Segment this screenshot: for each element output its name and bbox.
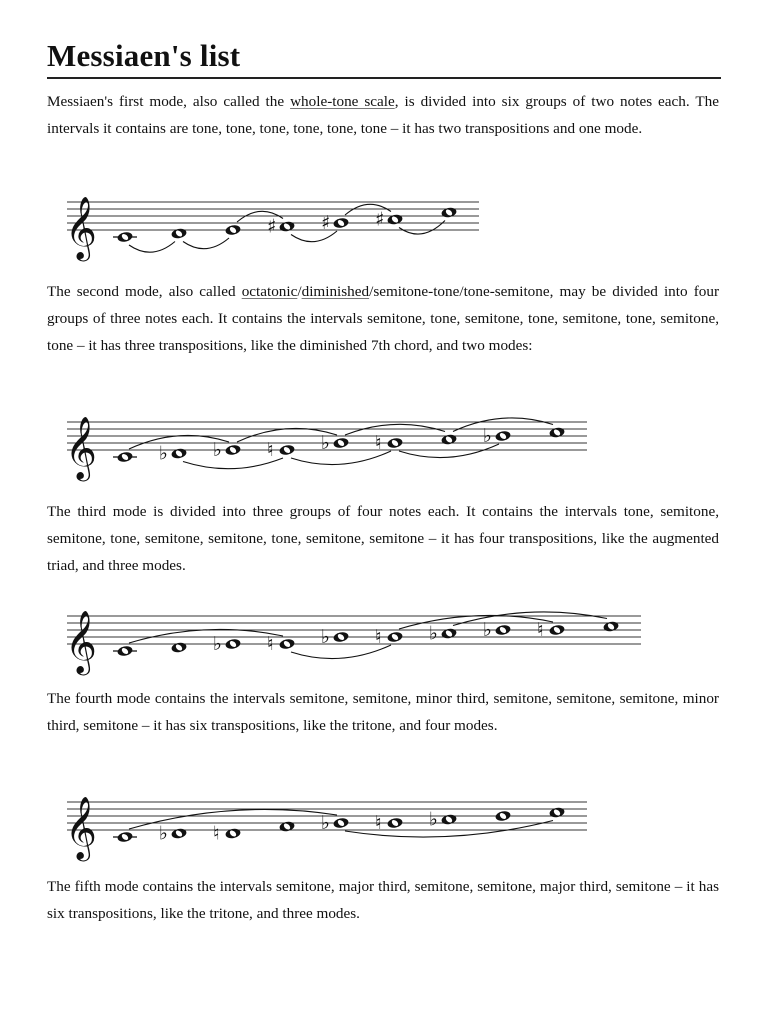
whole-note-icon — [171, 227, 188, 239]
flat-icon: ♭ — [213, 439, 222, 461]
slur — [345, 424, 445, 435]
paragraph-text: The third mode is divided into three groups of four notes each. It contains the intervals tone, semitone, semitone, tone, semitone, semitone, tone, semitone, semitone – it has four transpositions, like the augmented triad, and three modes. — [47, 503, 719, 574]
slur — [129, 629, 283, 643]
whole-note-icon — [333, 437, 350, 449]
whole-note-icon — [279, 638, 296, 650]
page-title: Messiaen's list — [47, 38, 241, 73]
natural-icon: ♮ — [267, 439, 274, 461]
whole-note-icon — [171, 827, 188, 839]
whole-note-icon — [117, 451, 134, 463]
natural-icon: ♮ — [375, 626, 382, 648]
whole-note-icon — [549, 426, 566, 438]
whole-note-icon — [387, 817, 404, 829]
whole-note-icon — [225, 827, 242, 839]
natural-icon: ♮ — [375, 812, 382, 834]
whole-note-icon — [495, 430, 512, 442]
whole-note-icon — [495, 810, 512, 822]
whole-note-icon — [549, 806, 566, 818]
whole-note-icon — [279, 444, 296, 456]
flat-icon: ♭ — [321, 432, 330, 454]
treble-clef-icon: 𝄞 — [65, 416, 97, 479]
flat-icon: ♭ — [321, 812, 330, 834]
whole-note-icon — [117, 645, 134, 657]
flat-icon: ♭ — [321, 626, 330, 648]
paragraph-text: / — [297, 283, 302, 300]
link-octatonic[interactable]: octatonic — [241, 283, 298, 300]
whole-note-icon — [225, 638, 242, 650]
whole-note-icon — [441, 433, 458, 445]
natural-icon: ♮ — [537, 619, 544, 641]
natural-icon: ♮ — [375, 432, 382, 454]
slur — [399, 615, 553, 629]
whole-note-icon — [387, 213, 404, 225]
sharp-icon: ♯ — [321, 212, 331, 234]
whole-note-icon — [225, 444, 242, 456]
whole-note-icon — [279, 820, 296, 832]
whole-note-icon — [441, 627, 458, 639]
whole-note-icon — [441, 813, 458, 825]
whole-note-icon — [117, 831, 134, 843]
link-diminished[interactable]: diminished — [301, 283, 370, 300]
paragraph-mode-1 — [47, 88, 719, 142]
flat-icon: ♭ — [483, 619, 492, 641]
whole-note-icon — [333, 217, 350, 229]
paragraph-text: The fourth mode contains the intervals semitone, semitone, minor third, semitone, semitone, semitone, minor third, semitone – it has six transpositions, like the tritone, and four modes. — [47, 690, 719, 734]
paragraph-text: , is divided into six groups of two notes each. The intervals it contains are tone, tone, tone, tone, tone, tone – it has two transpositions and one mode. — [47, 93, 719, 137]
flat-icon: ♭ — [483, 425, 492, 447]
link-whole-tone-scale[interactable]: whole-tone scale — [290, 93, 395, 110]
natural-icon: ♮ — [267, 633, 274, 655]
whole-note-icon — [171, 447, 188, 459]
whole-note-icon — [225, 224, 242, 236]
sharp-icon: ♯ — [375, 208, 385, 231]
title-divider — [47, 77, 721, 79]
natural-icon: ♮ — [213, 822, 220, 845]
whole-note-icon — [333, 631, 350, 643]
score-mode-2 — [47, 398, 597, 488]
flat-icon: ♭ — [159, 822, 168, 845]
treble-clef-icon: 𝄞 — [65, 196, 97, 259]
flat-icon: ♭ — [213, 633, 222, 655]
whole-note-icon — [279, 220, 296, 232]
whole-note-icon — [441, 206, 458, 218]
paragraph-mode-2 — [47, 278, 719, 359]
whole-note-icon — [171, 641, 188, 653]
paragraph-text: /semitone-tone/tone-semitone, may be divided into four groups of three notes each. It contains the intervals semitone, tone, semitone, tone, semitone, tone, semitone, tone – it has three transpositions, like the diminished 7th chord, and two modes: — [47, 283, 720, 354]
paragraph-mode-3 — [47, 498, 719, 579]
treble-clef-icon: 𝄞 — [65, 796, 97, 859]
whole-note-icon — [333, 817, 350, 829]
flat-icon: ♭ — [159, 442, 168, 465]
paragraph-text: Messiaen's first mode, also called the — [47, 93, 291, 110]
sharp-icon: ♯ — [267, 215, 277, 238]
whole-note-icon — [387, 437, 404, 449]
paragraph-mode-5 — [47, 873, 719, 927]
whole-note-icon — [495, 624, 512, 636]
whole-note-icon — [387, 631, 404, 643]
paragraph-text: The fifth mode contains the intervals semitone, major third, semitone, semitone, major third, semitone – it has six transpositions, like the tritone, and three modes. — [47, 878, 719, 922]
score-mode-4 — [47, 778, 597, 868]
paragraph-text: The second mode, also called — [47, 283, 242, 300]
treble-clef-icon: 𝄞 — [65, 610, 97, 673]
slur — [183, 238, 229, 249]
whole-note-icon — [603, 620, 620, 632]
paragraph-mode-4 — [47, 685, 719, 739]
whole-note-icon — [117, 231, 134, 243]
score-mode-3 — [47, 592, 651, 682]
whole-note-icon — [549, 624, 566, 636]
slur — [129, 242, 175, 253]
flat-icon: ♭ — [429, 622, 438, 645]
score-mode-1 — [47, 178, 489, 268]
flat-icon: ♭ — [429, 808, 438, 831]
